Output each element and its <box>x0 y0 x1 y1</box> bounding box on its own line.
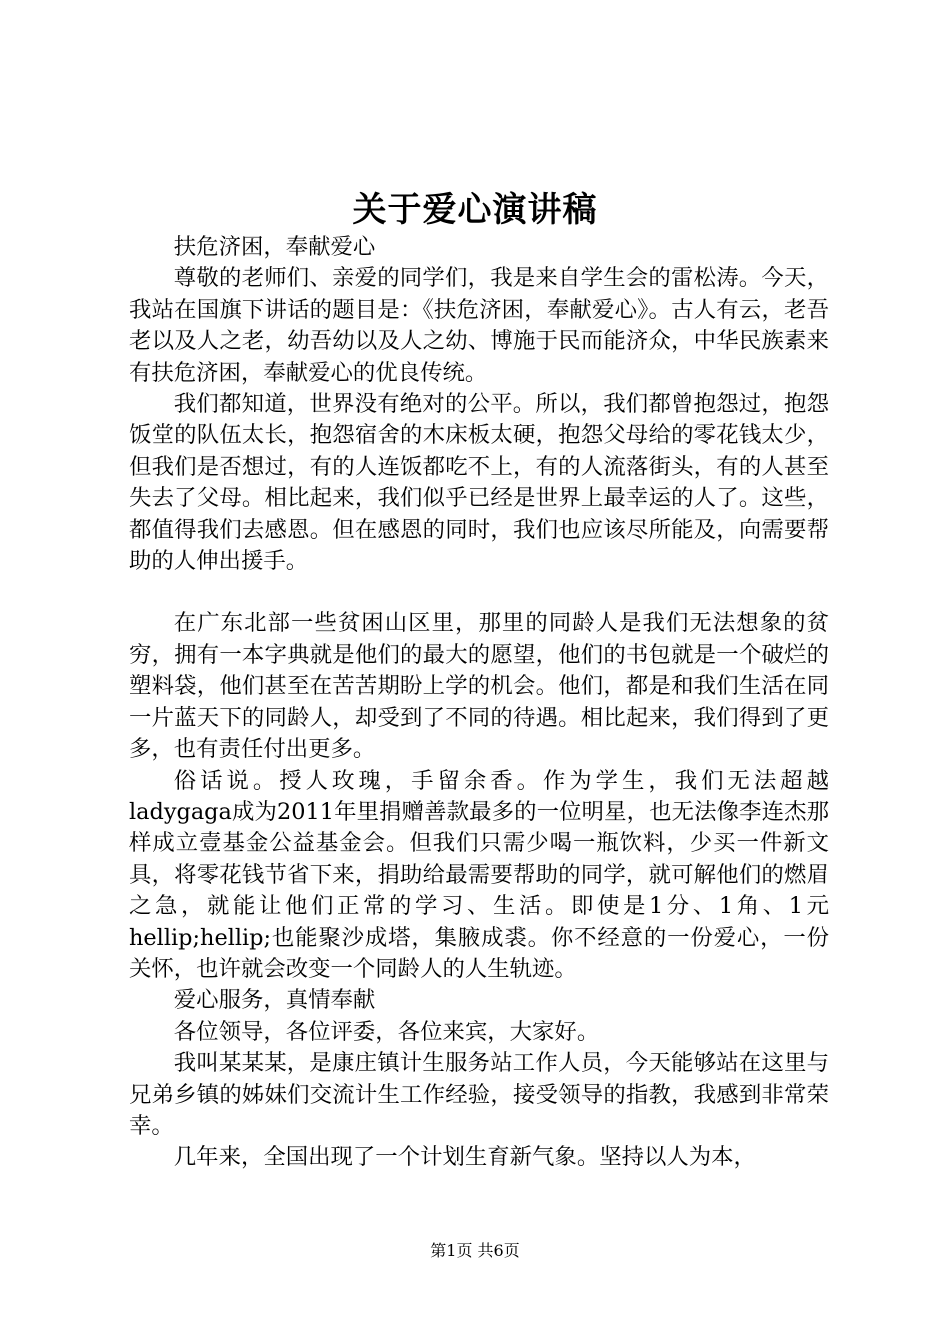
paragraph: 我们都知道，世界没有绝对的公平。所以，我们都曾抱怨过，抱怨饭堂的队伍太长，抱怨宿舍的木床板太硬，抱怨父母给的零花钱太少，但我们是否想过，有的人连饭都吃不上，有的人流落街头，有的人甚至失去了父母。相比起来，我们似乎已经是世界上最幸运的人了。这些，都值得我们去感恩。但在感恩的同时，我们也应该尽所能及，向需要帮助的人伸出援手。 <box>129 391 829 575</box>
paragraph: 尊敬的老师们、亲爱的同学们，我是来自学生会的雷松涛。今天，我站在国旗下讲话的题目是：《扶危济困，奉献爱心》。古人有云，老吾老以及人之老，幼吾幼以及人之幼、博施于民而能济众，中华民族素来有扶危济困，奉献爱心的优良传统。 <box>129 265 829 386</box>
paragraph-gap <box>129 577 829 608</box>
paragraph: 我叫某某某，是康庄镇计生服务站工作人员，今天能够站在这里与兄弟乡镇的姊妹们交流计生工作经验，接受领导的指教，我感到非常荣幸。 <box>129 1050 829 1139</box>
document-title: 关于爱心演讲稿 <box>352 190 598 230</box>
paragraph-heading-1: 扶危济困，奉献爱心 <box>173 234 376 260</box>
paragraph-heading-2: 爱心服务，真情奉献 <box>173 987 376 1014</box>
paragraph: 各位领导，各位评委，各位来宾，大家好。 <box>173 1018 600 1045</box>
paragraph: 在广东北部一些贫困山区里，那里的同龄人是我们无法想象的贫穷，拥有一本字典就是他们的最大的愿望，他们的书包就是一个破烂的塑料袋，他们甚至在苦苦期盼上学的机会。他们，都是和我们生活在同一片蓝天下的同龄人，却受到了不同的待遇。相比起来，我们得到了更多，也有责任付出更多。 <box>129 610 829 763</box>
page-footer: 第1页 共6页 <box>430 1241 520 1260</box>
paragraph: 俗话说。授人玫瑰，手留余香。作为学生，我们无法超越ladygaga成为2011年里捐赠善款最多的一位明星，也无法像李连杰那样成立壹基金公益基金会。但我们只需少喝一瓶饮料，少买一件新文具，将零花钱节省下来，捐助给最需要帮助的同学，就可解他们的燃眉之急，就能让他们正常的学习、生活。即使是1分、1角、1元hellip;hellip;也能聚沙成塔，集腋成裘。你不经意的一份爱心，一份关怀，也许就会改变一个同龄人的人生轨迹。 <box>129 767 829 982</box>
document-body <box>129 232 829 1174</box>
paragraph: 几年来，全国出现了一个计划生育新气象。坚持以人为本， <box>173 1144 756 1171</box>
